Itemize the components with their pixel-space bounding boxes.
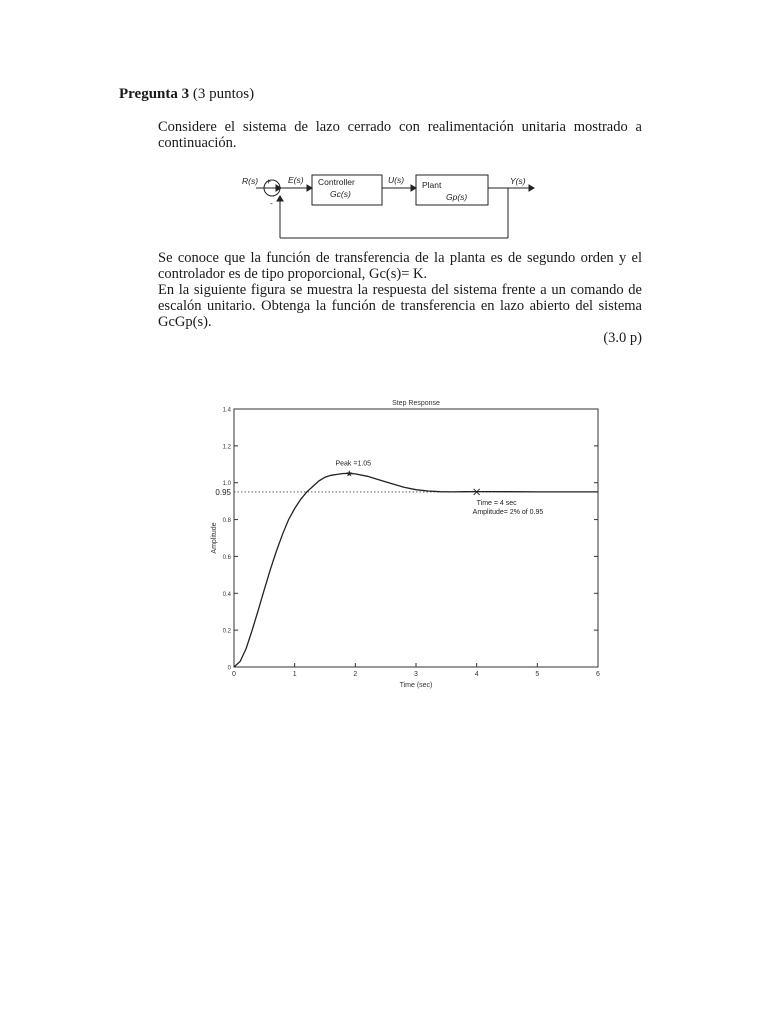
settling-time-annotation: Time = 4 sec: [476, 499, 517, 507]
y-tick-label: 0: [227, 665, 231, 672]
minus-sign: -: [270, 198, 273, 208]
x-tick-label: 2: [353, 671, 358, 678]
question-heading: [119, 86, 254, 103]
y-tick-label: 0.6: [222, 554, 231, 561]
peak-annotation: Peak =1.05: [335, 460, 372, 468]
label-error: E(s): [288, 175, 304, 185]
problem-points: (3.0 p): [603, 330, 642, 346]
x-tick-label: 5: [535, 671, 540, 678]
problem-line-1: Se conoce que la función de transferencia de la planta es de segundo orden y el controlador es de tipo proporcional, Gc(s)= K.: [158, 250, 642, 282]
x-tick-label: 6: [596, 671, 600, 678]
x-tick-label: 1: [292, 671, 297, 678]
label-input: R(s): [242, 176, 259, 186]
plus-sign: +: [266, 176, 271, 186]
y-tick-label: 1.4: [222, 407, 231, 414]
intro-text: Considere el sistema de lazo cerrado con realimentación unitaria mostrado a continuación.: [158, 119, 642, 151]
y-tick-label: 1.2: [222, 444, 231, 451]
y-tick-label: 0.8: [222, 518, 231, 525]
x-tick-label: 4: [474, 671, 479, 678]
settling-amplitude-annotation: Amplitude= 2% of 0.95: [472, 508, 544, 516]
plot-frame: [234, 409, 598, 667]
question-points: (3 puntos): [192, 86, 255, 102]
controller-tf: Gc(s): [330, 189, 351, 199]
label-control: U(s): [388, 175, 405, 185]
controller-title: Controller: [318, 177, 355, 187]
problem-text: [158, 250, 642, 346]
plant-tf: Gp(s): [446, 192, 468, 202]
chart-title: Step Response: [392, 400, 440, 407]
x-tick-label: 3: [414, 671, 418, 678]
x-tick-label: 0: [232, 671, 236, 678]
reference-line-label: 0.95: [215, 487, 231, 497]
question-title: Pregunta 3: [119, 86, 190, 102]
y-tick-label: 0.4: [222, 591, 231, 598]
series-line-0: [234, 474, 598, 668]
peak-star-marker: ★: [345, 468, 354, 479]
label-output: Y(s): [510, 176, 526, 186]
y-tick-label: 0.2: [222, 628, 231, 635]
step-response-chart: [200, 395, 620, 695]
problem-line-2: En la siguiente figura se muestra la respuesta del sistema frente a un comando de escalón unitario. Obtenga la función de transferencia en lazo abierto del sistema GcGp(s).: [158, 282, 642, 330]
block-diagram: [236, 168, 536, 246]
y-axis-label: Amplitude: [211, 522, 218, 554]
x-axis-label: Time (sec): [399, 682, 433, 689]
y-tick-label: 1.0: [222, 481, 231, 488]
plant-title: Plant: [422, 180, 442, 190]
